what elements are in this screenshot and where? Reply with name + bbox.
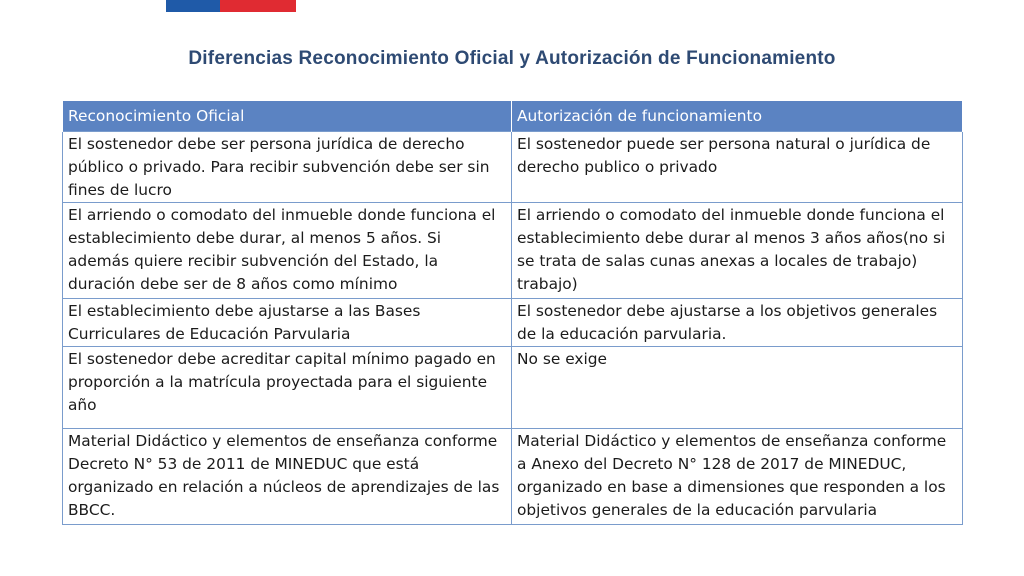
cell-autorizacion: El arriendo o comodato del inmueble donde funciona el establecimiento debe durar al menos 3 años años(no si se trata de salas cunas anexas a locales de trabajo) trabajo) — [512, 203, 963, 299]
table-row — [63, 429, 963, 525]
table-row — [63, 132, 963, 203]
table-row — [63, 299, 963, 347]
table-row — [63, 347, 963, 429]
flag-red-stripe — [220, 0, 296, 12]
comparison-table — [62, 100, 963, 525]
header-reconocimiento-oficial: Reconocimiento Oficial — [63, 101, 512, 132]
cell-reconocimiento: El establecimiento debe ajustarse a las Bases Curriculares de Educación Parvularia — [63, 299, 512, 347]
table-header-row — [63, 101, 963, 132]
header-autorizacion-funcionamiento: Autorización de funcionamiento — [512, 101, 963, 132]
flag-bar — [166, 0, 296, 12]
cell-reconocimiento: El sostenedor debe acreditar capital mínimo pagado en proporción a la matrícula proyectada para el siguiente año — [63, 347, 512, 429]
table-row — [63, 203, 963, 299]
cell-autorizacion: Material Didáctico y elementos de enseñanza conforme a Anexo del Decreto N° 128 de 2017 de MINEDUC, organizado en base a dimensiones que responden a los objetivos generales de la educación parvularia — [512, 429, 963, 525]
cell-autorizacion: El sostenedor debe ajustarse a los objetivos generales de la educación parvularia. — [512, 299, 963, 347]
cell-autorizacion: No se exige — [512, 347, 963, 429]
cell-reconocimiento: El sostenedor debe ser persona jurídica de derecho público o privado. Para recibir subvención debe ser sin fines de lucro — [63, 132, 512, 203]
cell-reconocimiento: Material Didáctico y elementos de enseñanza conforme Decreto N° 53 de 2011 de MINEDUC que está organizado en relación a núcleos de aprendizajes de las BBCC. — [63, 429, 512, 525]
cell-reconocimiento: El arriendo o comodato del inmueble donde funciona el establecimiento debe durar, al menos 5 años. Si además quiere recibir subvención del Estado, la duración debe ser de 8 años como mínimo — [63, 203, 512, 299]
flag-blue-stripe — [166, 0, 220, 12]
slide-title: Diferencias Reconocimiento Oficial y Autorización de Funcionamiento — [188, 48, 836, 69]
cell-autorizacion: El sostenedor puede ser persona natural o jurídica de derecho publico o privado — [512, 132, 963, 203]
